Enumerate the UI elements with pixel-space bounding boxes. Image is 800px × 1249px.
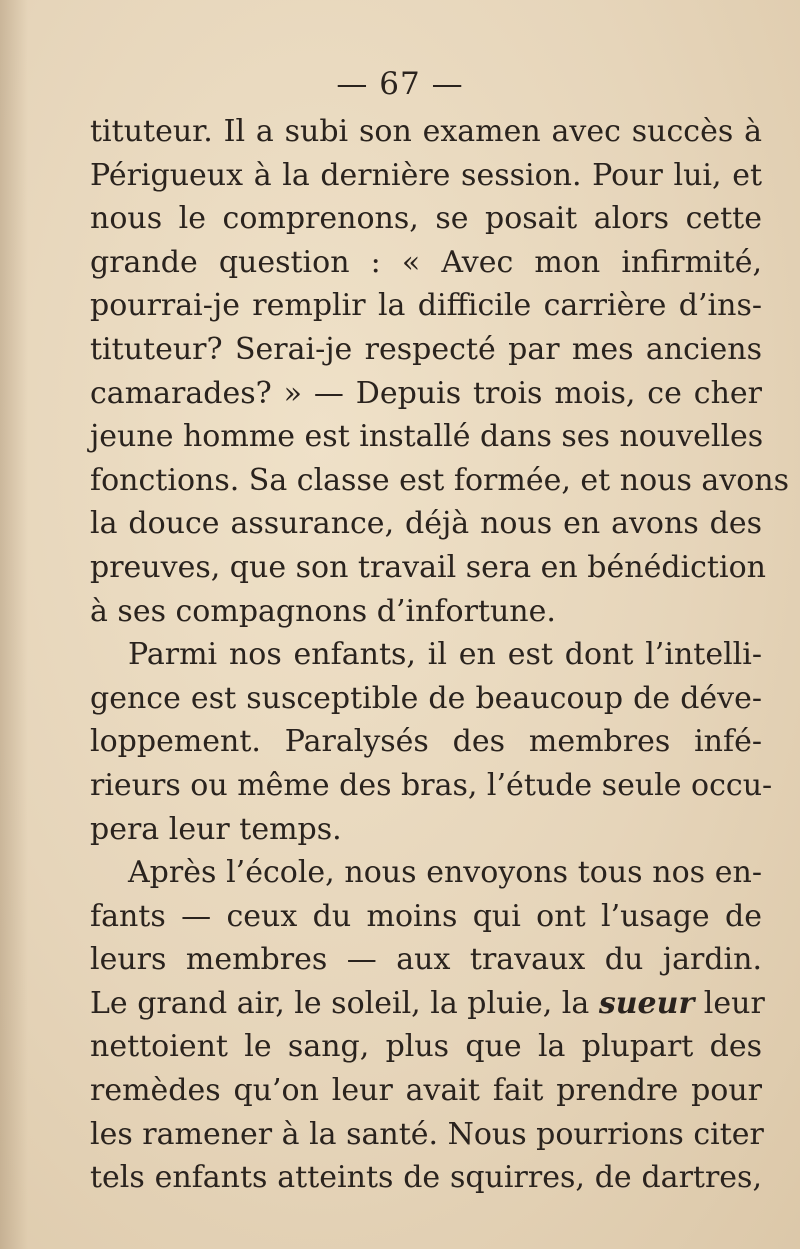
text-line: fants — ceux du moins qui ont l’usage de (90, 898, 762, 934)
text-line: les ramener à la santé. Nous pourrions citer (90, 1116, 764, 1152)
text-line: leurs membres — aux travaux du jardin. (90, 942, 762, 978)
text-line: camarades? » — Depuis trois mois, ce cher (90, 375, 762, 411)
text-line (90, 982, 765, 1026)
text-line: loppement. Paralysés des membres infé- (90, 724, 762, 760)
text-line: Périgueux à la dernière session. Pour lui, et (90, 157, 762, 193)
emphasized-word: sueur (598, 985, 695, 1021)
text-line: nettoient le sang, plus que la plupart des (90, 1029, 762, 1065)
page-number: — 67 — (336, 66, 464, 102)
text-line: fonctions. Sa classe est formée, et nous avons (90, 462, 789, 498)
text-line: jeune homme est installé dans ses nouvelles (90, 419, 764, 455)
text-line: pourrai-je remplir la difficile carrière d’ins- (90, 288, 762, 324)
text-line: rieurs ou même des bras, l’étude seule occu- (90, 767, 773, 803)
page-edge-shadow (0, 0, 28, 1249)
text-line: grande question : « Avec mon infirmité, (90, 244, 762, 280)
text-line: nous le comprenons, se posait alors cette (90, 201, 762, 237)
text-line: gence est susceptible de beaucoup de déve- (90, 680, 762, 716)
text-line: tituteur. Il a subi son examen avec succès à (90, 114, 762, 149)
body-text (90, 110, 789, 1200)
text-line: tels enfants atteints de squirres, de dartres, (90, 1160, 762, 1196)
text-line: remèdes qu’on leur avait fait prendre pour (90, 1073, 762, 1109)
text-segment: leur (703, 985, 765, 1021)
text-line: pera leur temps. (90, 811, 342, 847)
text-segment: Le grand air, le soleil, la pluie, la (90, 985, 590, 1021)
text-line: à ses compagnons d’infortune. (90, 593, 556, 629)
text-line: Parmi nos enfants, il en est dont l’intelli- (128, 637, 762, 673)
text-line: Après l’école, nous envoyons tous nos en- (128, 855, 762, 891)
text-line: tituteur? Serai-je respecté par mes anciens (90, 331, 762, 367)
text-line: la douce assurance, déjà nous en avons des (90, 506, 762, 542)
text-line: preuves, que son travail sera en bénédiction (90, 549, 766, 585)
